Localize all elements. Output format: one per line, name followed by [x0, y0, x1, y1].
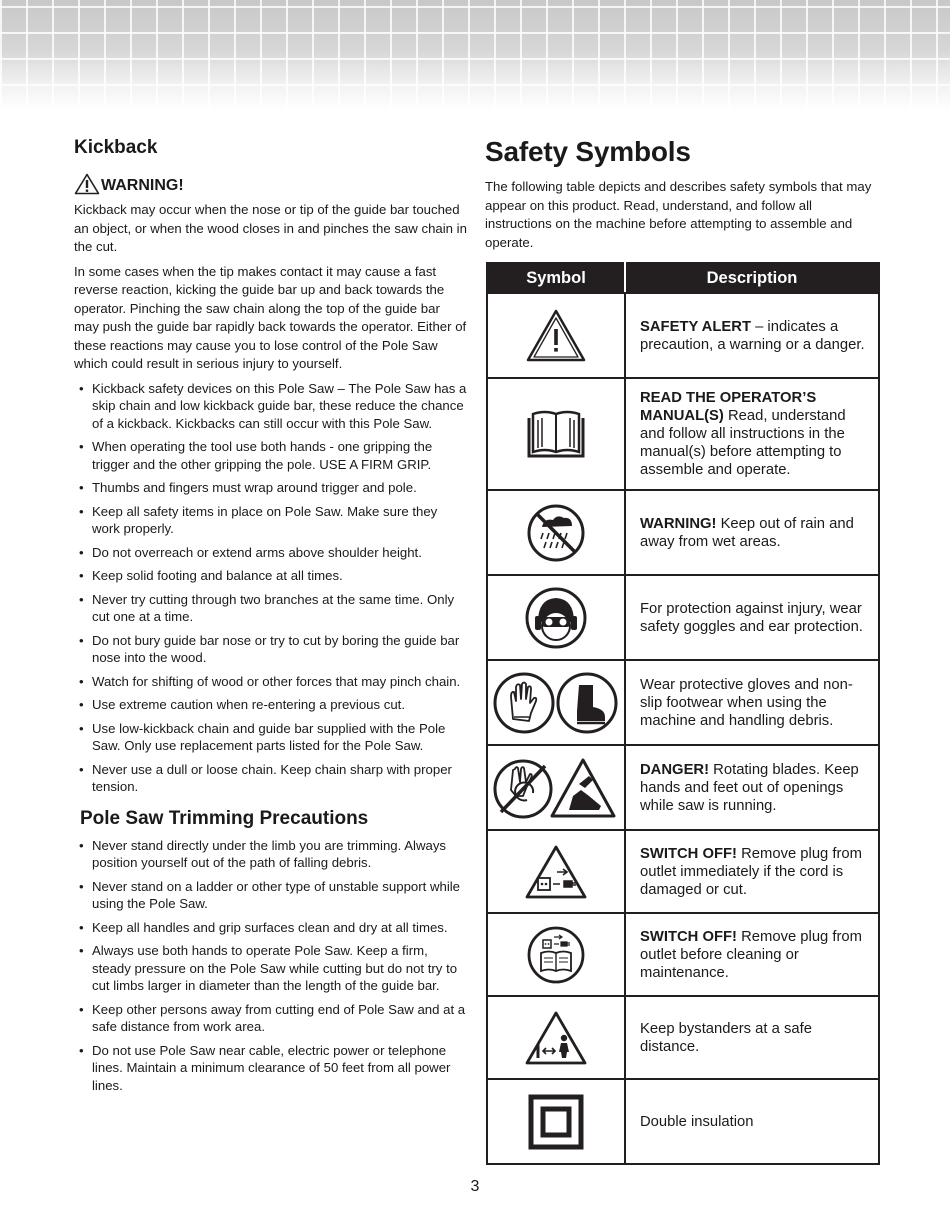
symbol-cell [487, 913, 625, 996]
right-column [485, 136, 880, 1165]
symbol-cell [487, 660, 625, 745]
description-cell [625, 913, 879, 996]
description-cell [625, 745, 879, 830]
list-item: • Keep other persons away from cutting end of Pole Saw and at a safe distance from work area. [74, 1001, 468, 1036]
desc-text: Rotating blades. Keep hands and feet out of openings while saw is running. [640, 761, 859, 814]
description-cell [625, 293, 879, 378]
desc-bold: READ THE OPERATOR’S MANUAL(S) [640, 390, 817, 424]
description-cell [625, 575, 879, 660]
warning-triangle-icon [74, 173, 100, 195]
desc-text: Remove plug from outlet before cleaning or maintenance. [640, 928, 862, 981]
list-item: • Never use a dull or loose chain. Keep chain sharp with proper tension. [74, 761, 468, 796]
table-row [487, 490, 879, 575]
symbol-cell [487, 1079, 625, 1164]
desc-text: Wear protective gloves and non-slip footwear when using the machine and handling debris. [640, 676, 853, 729]
description-cell [625, 996, 879, 1079]
desc-text: For protection against injury, wear safety goggles and ear protection. [640, 600, 863, 635]
description-cell [625, 1079, 879, 1164]
table-row [487, 913, 879, 996]
description-cell [625, 830, 879, 913]
warning-text: WARNING! [101, 177, 184, 194]
desc-bold: WARNING! [640, 515, 717, 532]
bystanders-distance-triangle-icon [524, 1010, 588, 1066]
list-item: • Use low-kickback chain and guide bar supplied with the Pole Saw. Only use replacement parts listed for the Pole Saw. [74, 720, 468, 755]
table-row [487, 293, 879, 378]
operator-manual-book-icon [525, 408, 587, 460]
unplug-damaged-cord-triangle-icon [524, 844, 588, 900]
kickback-heading: Kickback [74, 137, 158, 158]
list-item: • Kickback safety devices on this Pole Saw – The Pole Saw has a skip chain and low kickback guide bar, these reduce the chance of a kickback. Kickbacks can still occur with this Pole Saw. [74, 380, 468, 433]
description-cell [625, 490, 879, 575]
list-item: • Always use both hands to operate Pole Saw. Keep a firm, steady pressure on the Pole Saw while cutting but do not try to cut limbs larger in diameter than the length of the guide bar. [74, 942, 468, 995]
list-item: • Never stand on a ladder or other type of unstable support while using the Pole Saw. [74, 878, 468, 913]
list-item: • Do not bury guide bar nose or try to cut by boring the guide bar nose into the wood. [74, 632, 468, 667]
trimming-bullet-list [74, 837, 468, 1095]
list-item: • When operating the tool use both hands - one gripping the trigger and the other gripping the pole. USE A FIRM GRIP. [74, 438, 468, 473]
safety-symbols-table [486, 262, 880, 1165]
desc-bold: SWITCH OFF! [640, 928, 737, 945]
symbol-cell [487, 996, 625, 1079]
safety-intro: The following table depicts and describes safety symbols that may appear on this product. Read, understand, and follow all instructions on the machine before attempting to assemble and operate. [485, 179, 872, 250]
kickback-bullet-list [74, 380, 468, 796]
symbol-cell [487, 745, 625, 830]
symbol-cell [487, 575, 625, 660]
desc-bold: SWITCH OFF! [640, 845, 737, 862]
list-item: • Never stand directly under the limb you are trimming. Always position yourself out of the path of falling debris. [74, 837, 468, 872]
left-column [74, 137, 468, 1100]
symbol-cell [487, 293, 625, 378]
table-header-row [487, 263, 879, 293]
list-item: • Use extreme caution when re-entering a previous cut. [74, 696, 468, 714]
list-item: • Keep all safety items in place on Pole Saw. Make sure they work properly. [74, 503, 468, 538]
description-cell [625, 660, 879, 745]
desc-text: Read, understand and follow all instructions in the manual(s) before attempting to assemble and operate. [640, 408, 846, 478]
list-item: • Thumbs and fingers must wrap around trigger and pole. [74, 479, 468, 497]
trimming-heading: Pole Saw Trimming Precautions [80, 807, 369, 829]
desc-text: Keep bystanders at a safe distance. [640, 1020, 812, 1055]
warning-label [74, 173, 468, 195]
symbol-cell [487, 378, 625, 490]
table-row [487, 745, 879, 830]
table-row [487, 830, 879, 913]
rotating-blades-danger-icon [493, 756, 619, 820]
table-row [487, 996, 879, 1079]
desc-bold: SAFETY ALERT [640, 318, 751, 335]
symbol-column-header: Symbol [487, 263, 625, 293]
table-row [487, 575, 879, 660]
desc-text: – indicates a precaution, a warning or a danger. [640, 318, 865, 353]
description-cell [625, 378, 879, 490]
symbol-cell [487, 830, 625, 913]
symbol-cell [487, 490, 625, 575]
safety-alert-triangle-icon [525, 308, 587, 364]
desc-text: Double insulation [640, 1113, 754, 1130]
safety-symbols-heading: Safety Symbols [485, 136, 691, 167]
list-item: • Keep solid footing and balance at all times. [74, 567, 468, 585]
list-item: • Keep all handles and grip surfaces clean and dry at all times. [74, 919, 468, 937]
gloves-and-boots-icon [493, 671, 619, 735]
goggles-ear-protection-icon [524, 586, 588, 650]
description-column-header: Description [625, 263, 879, 293]
table-row [487, 378, 879, 490]
unplug-before-maintenance-icon [526, 925, 586, 985]
no-rain-circle-icon [526, 503, 586, 563]
table-row [487, 1079, 879, 1164]
desc-bold: DANGER! [640, 761, 710, 778]
desc-text: Remove plug from outlet immediately if the cord is damaged or cut. [640, 845, 862, 898]
page-number: 3 [470, 1178, 480, 1195]
double-insulation-square-icon [528, 1094, 584, 1150]
kickback-paragraph-1: Kickback may occur when the nose or tip of the guide bar touched an object, or when the wood closes in and pinches the saw chain in the cut. [74, 202, 467, 254]
list-item: • Do not use Pole Saw near cable, electric power or telephone lines. Maintain a minimum clearance of 50 feet from all power lines. [74, 1042, 468, 1095]
desc-text: Keep out of rain and away from wet areas. [640, 515, 854, 550]
kickback-paragraph-2: In some cases when the tip makes contact it may cause a fast reverse reaction, kicking the guide bar up and back towards the operator. Pinching the saw chain along the top of the guide bar may push the guide bar rapidly back towards the operator. Either of these reactions may cause you to lose control of the Pole Saw which could result in serious injury to yourself. [74, 263, 467, 371]
list-item: • Watch for shifting of wood or other forces that may pinch chain. [74, 673, 468, 691]
table-row [487, 660, 879, 745]
list-item: • Never try cutting through two branches at the same time. Only cut one at a time. [74, 591, 468, 626]
list-item: • Do not overreach or extend arms above shoulder height. [74, 544, 468, 562]
header-banner [0, 0, 950, 112]
